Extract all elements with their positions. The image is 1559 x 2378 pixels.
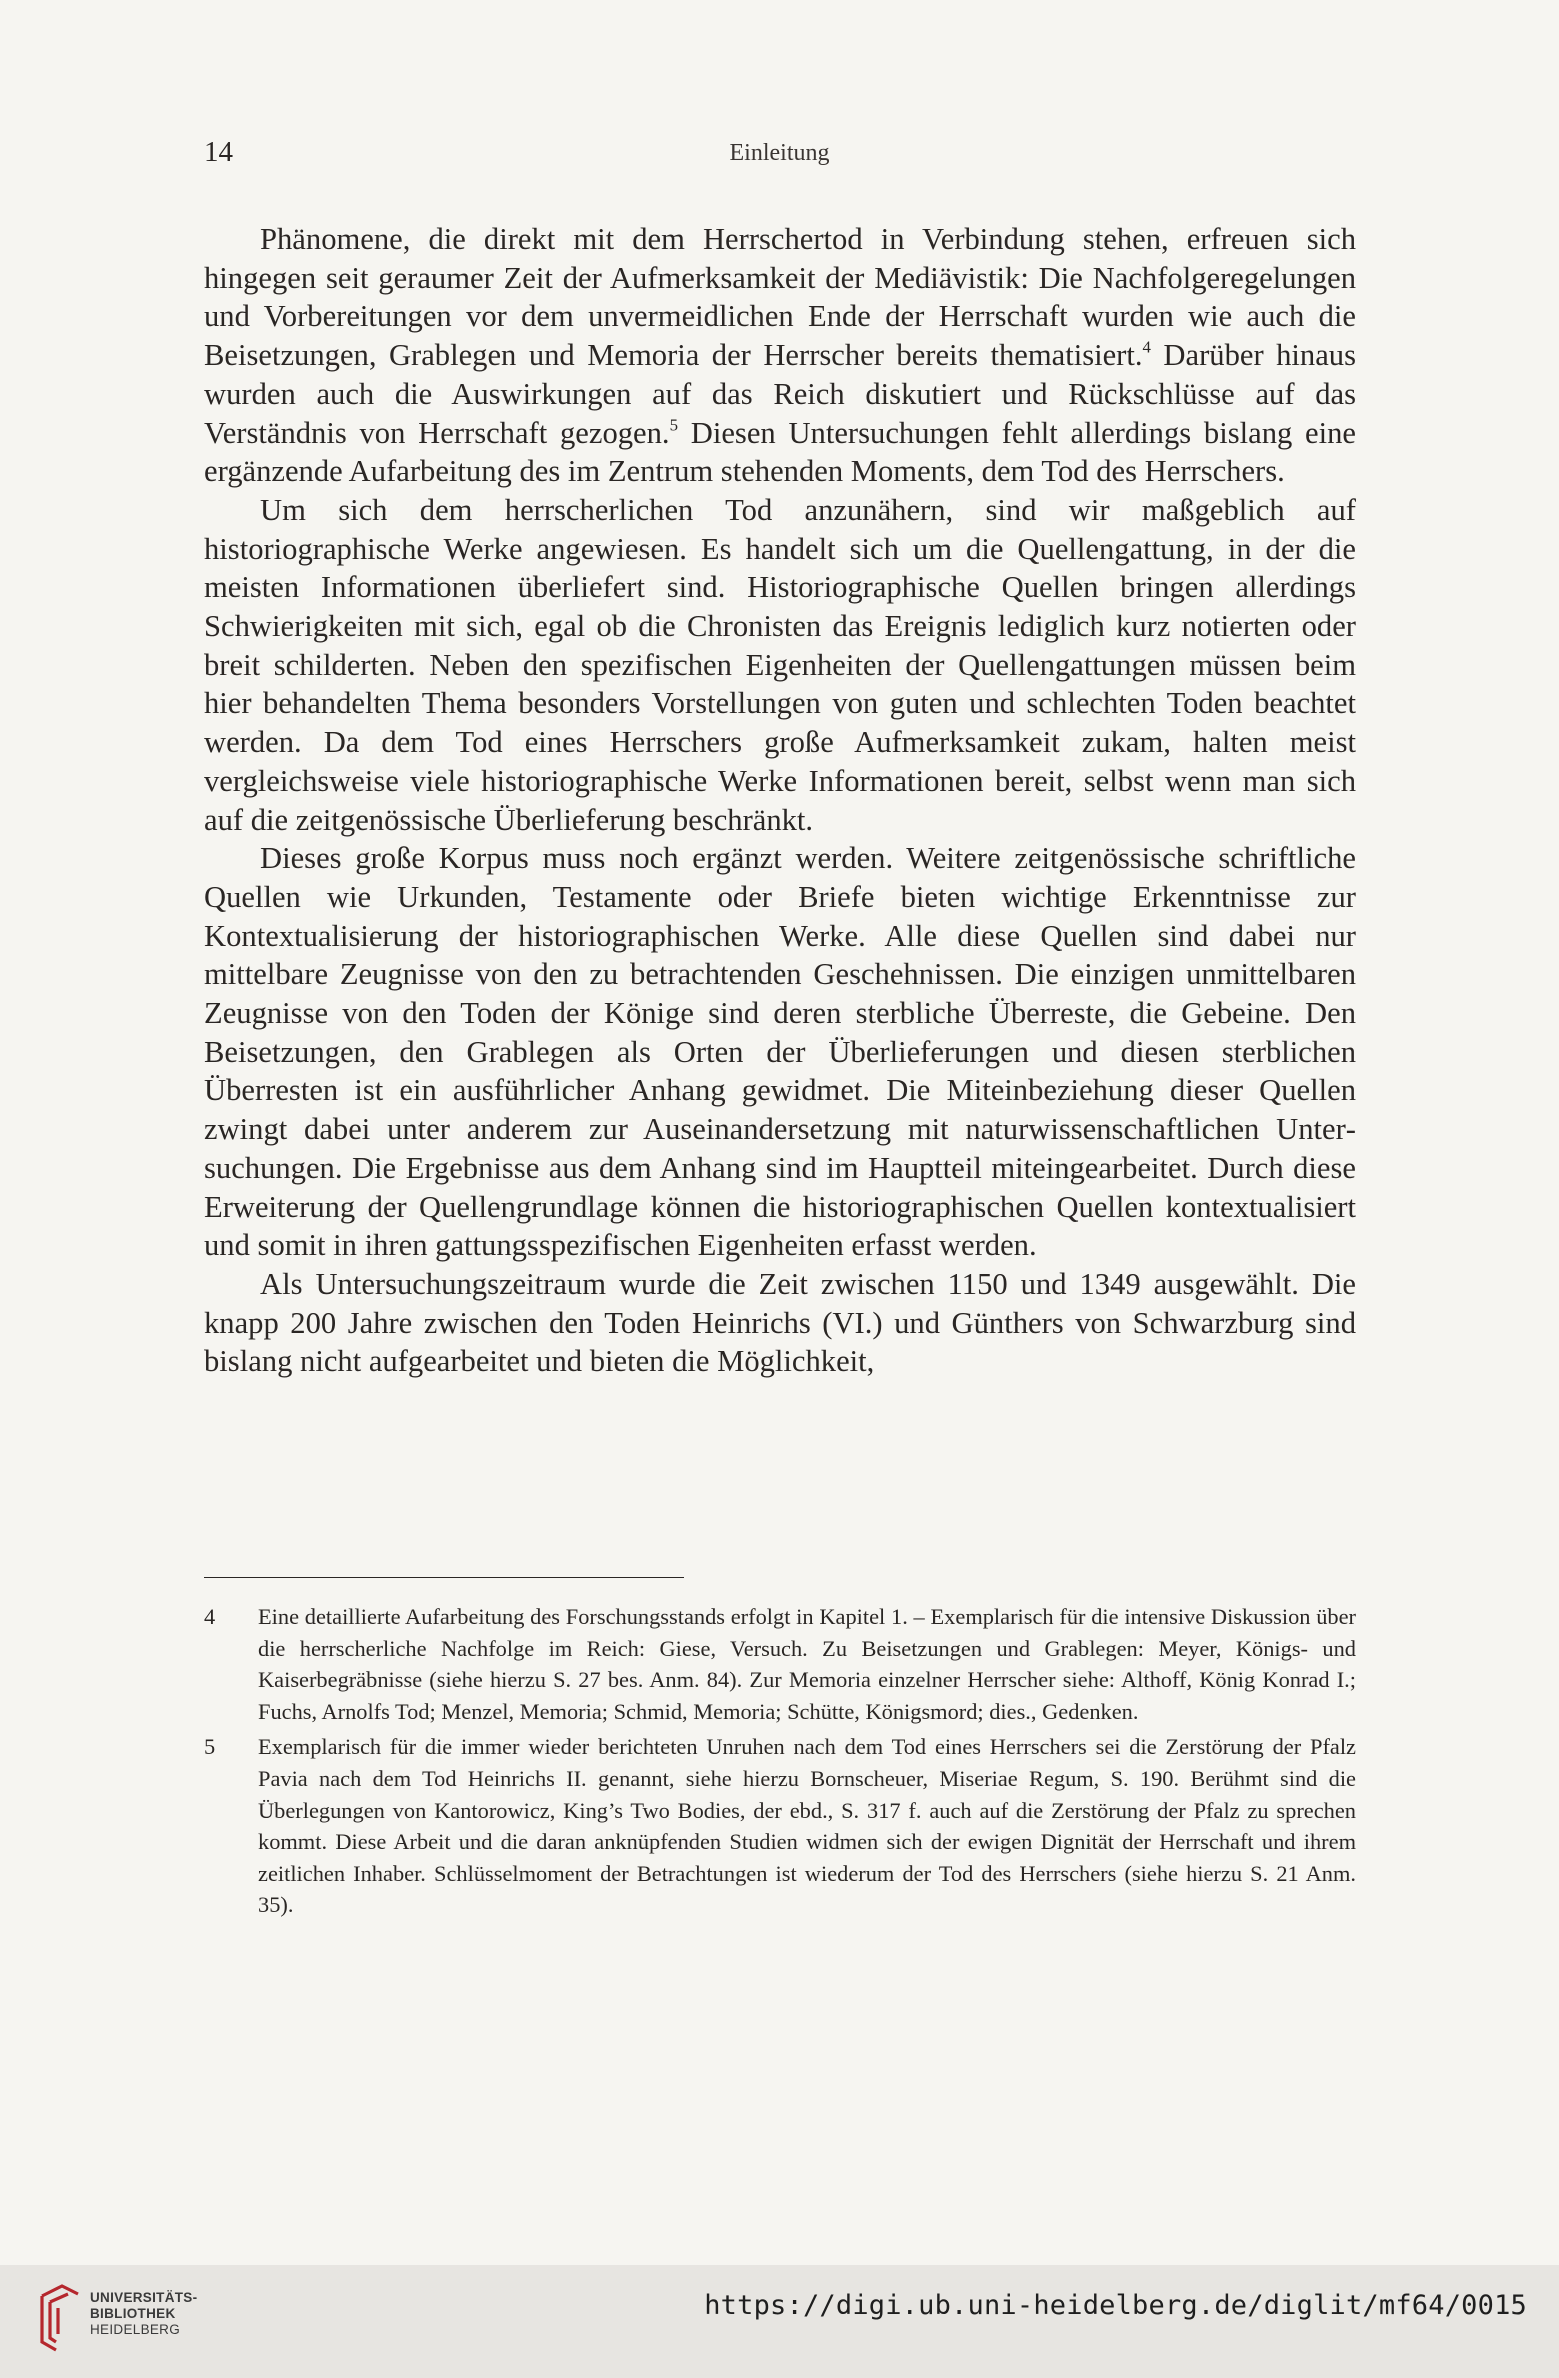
footnote-text: Eine detaillierte Aufarbeitung des Forschungsstands erfolgt in Kapitel 1. – Exemplarisch für die intensive Diskussion über die herrscherliche Nachfolge im Reich: Giese, Versuch. Zu Beisetzungen und Grablegen: Meyer, Königs- und Kaiserbegräbnisse (siehe hierzu S. 27 bes. Anm. 84). Zur Memoria einzelner Herrscher siehe: Althoff, König Konrad I.; Fuchs, Arnolfs Tod; Menzel, Memoria; Schmid, Memoria; Schütte, Königsmord; dies., Gedenken.: [258, 1604, 1356, 1724]
logo-line-3: HEIDELBERG: [90, 2322, 181, 2337]
running-title: Einleitung: [729, 140, 830, 166]
footnote-ref-5[interactable]: 5: [669, 414, 678, 434]
footnote-number: 4: [204, 1604, 216, 1629]
permalink-url[interactable]: https://digi.ub.uni-heidelberg.de/diglit/mf64/0015: [704, 2290, 1527, 2321]
paragraph-1: [204, 220, 1356, 491]
paragraph-1-part-b: Darüber hinaus wurden auch die Auswirkungen auf das Reich diskutiert und Rückschlüsse auf das Verständnis von Herrschaft gezogen.: [204, 338, 1356, 450]
paragraph-1-part-c: Diesen Untersuchungen fehlt allerdings bislang eine ergänzende Aufarbeitung des im Zentrum stehenden Moments, dem Tod des Herrschers.: [204, 415, 1356, 489]
logo-line-2: BIBLIOTHEK: [90, 2306, 176, 2321]
logo-line-1: UNIVERSITÄTS-: [90, 2290, 198, 2305]
paragraph-4: Als Untersuchungszeitraum wurde die Zeit zwischen 1150 und 1349 ausgewählt. Die knapp 200 Jahre zwischen den Toden Heinrichs (VI.) und Günthers von Schwarzburg sind bislang nicht aufgearbeitet und bieten die Möglichkeit,: [204, 1266, 1356, 1379]
page-number: 14: [204, 136, 233, 168]
footnote-text: Exemplarisch für die immer wieder berichteten Unruhen nach dem Tod eines Herrschers sei die Zerstörung der Pfalz Pavia nach dem Tod Heinrichs II. genannt, siehe hierzu Bornscheuer, Miseriae Regum, S. 190. Berühmt sind die Überlegungen von Kantorowicz, King’s Two Bodies, der ebd., S. 317 f. auch auf die Zerstörung der Pfalz zu sprechen kommt. Diese Arbeit und die daran anknüpfenden Studien widmen sich der ewigen Dignität der Herrschaft und ihrem zeitlichen Inhaber. Schlüsselmoment der Betrachtungen ist wiederum der Tod des Herrschers (siehe hierzu S. 21 Anm. 35).: [258, 1734, 1356, 1918]
footnote-number: 5: [204, 1734, 216, 1760]
footnote-ref-4[interactable]: 4: [1142, 337, 1151, 357]
paragraph-3: Dieses große Korpus muss noch ergänzt werden. Weitere zeitgenössische schriftliche Quellen wie Urkunden, Testamente oder Briefe bieten wichtige Erkenntnisse zur Kontextualisierung der historiographischen Werke. Alle diese Quellen sind dabei nur mittelbare Zeugnisse von den zu betrachtenden Geschehnissen. Die einzigen unmittelbaren Zeugnisse von den Toden der Könige sind deren sterbliche Überreste, die Gebeine. Den Beisetzungen, den Grablegen als Orten der Überlieferungen und diesen sterblichen Überresten ist ein ausführlicher Anhang gewidmet. Die Miteinbeziehung dieser Quellen zwingt dabei unter anderem zur Auseinandersetzung mit naturwissenschaftlichen Untersuchungen. Die Ergebnisse aus dem Anhang sind im Hauptteil miteingearbeitet. Durch diese Erweiterung der Quellengrundlage können die historiographischen Quellen kontextualisiert und somit in ihren gattungsspezifischen Eigenheiten erfasst werden.: [204, 841, 1356, 1263]
main-text: [204, 220, 1356, 1381]
paragraph-1-part-a: Phänomene, die direkt mit dem Herrschertod in Verbindung stehen, erfreuen sich hingegen seit geraumer Zeit der Aufmerksamkeit der Mediävistik: Die Nachfolgeregelungen und Vorbereitungen vor dem unvermeidlichen Ende der Herrschaft wurden wie auch die Beisetzungen, Grablegen und Memoria der Herrscher bereits thematisiert.: [204, 222, 1356, 373]
paragraph-2: Um sich dem herrscherlichen Tod anzunähern, sind wir maßgeblich auf historiographische Werke angewiesen. Es handelt sich um die Quellengattung, in der die meisten Informationen überliefert sind. Historiographische Quellen bringen allerdings Schwierigkeiten mit sich, egal ob die Chronisten das Ereignis lediglich kurz notierten oder breit schilderten. Neben den spezifischen Eigenheiten der Quellengattungen müssen beim hier behandelten Thema besonders Vorstellungen von guten und schlechten Toden beachtet werden. Da dem Tod eines Herrschers große Aufmerksamkeit zukam, halten meist vergleichsweise viele historiographische Werke Informationen bereit, selbst wenn man sich auf die zeitgenössische Überlieferung beschränkt.: [204, 492, 1356, 837]
footnotes: [204, 1601, 1356, 1925]
footnote-5: [204, 1731, 1356, 1921]
ub-heidelberg-logo-icon: [38, 2282, 82, 2354]
footnote-4: [204, 1601, 1356, 1727]
library-name: [90, 2290, 197, 2338]
footnote-divider: [204, 1577, 684, 1578]
library-logo[interactable]: [38, 2280, 238, 2360]
